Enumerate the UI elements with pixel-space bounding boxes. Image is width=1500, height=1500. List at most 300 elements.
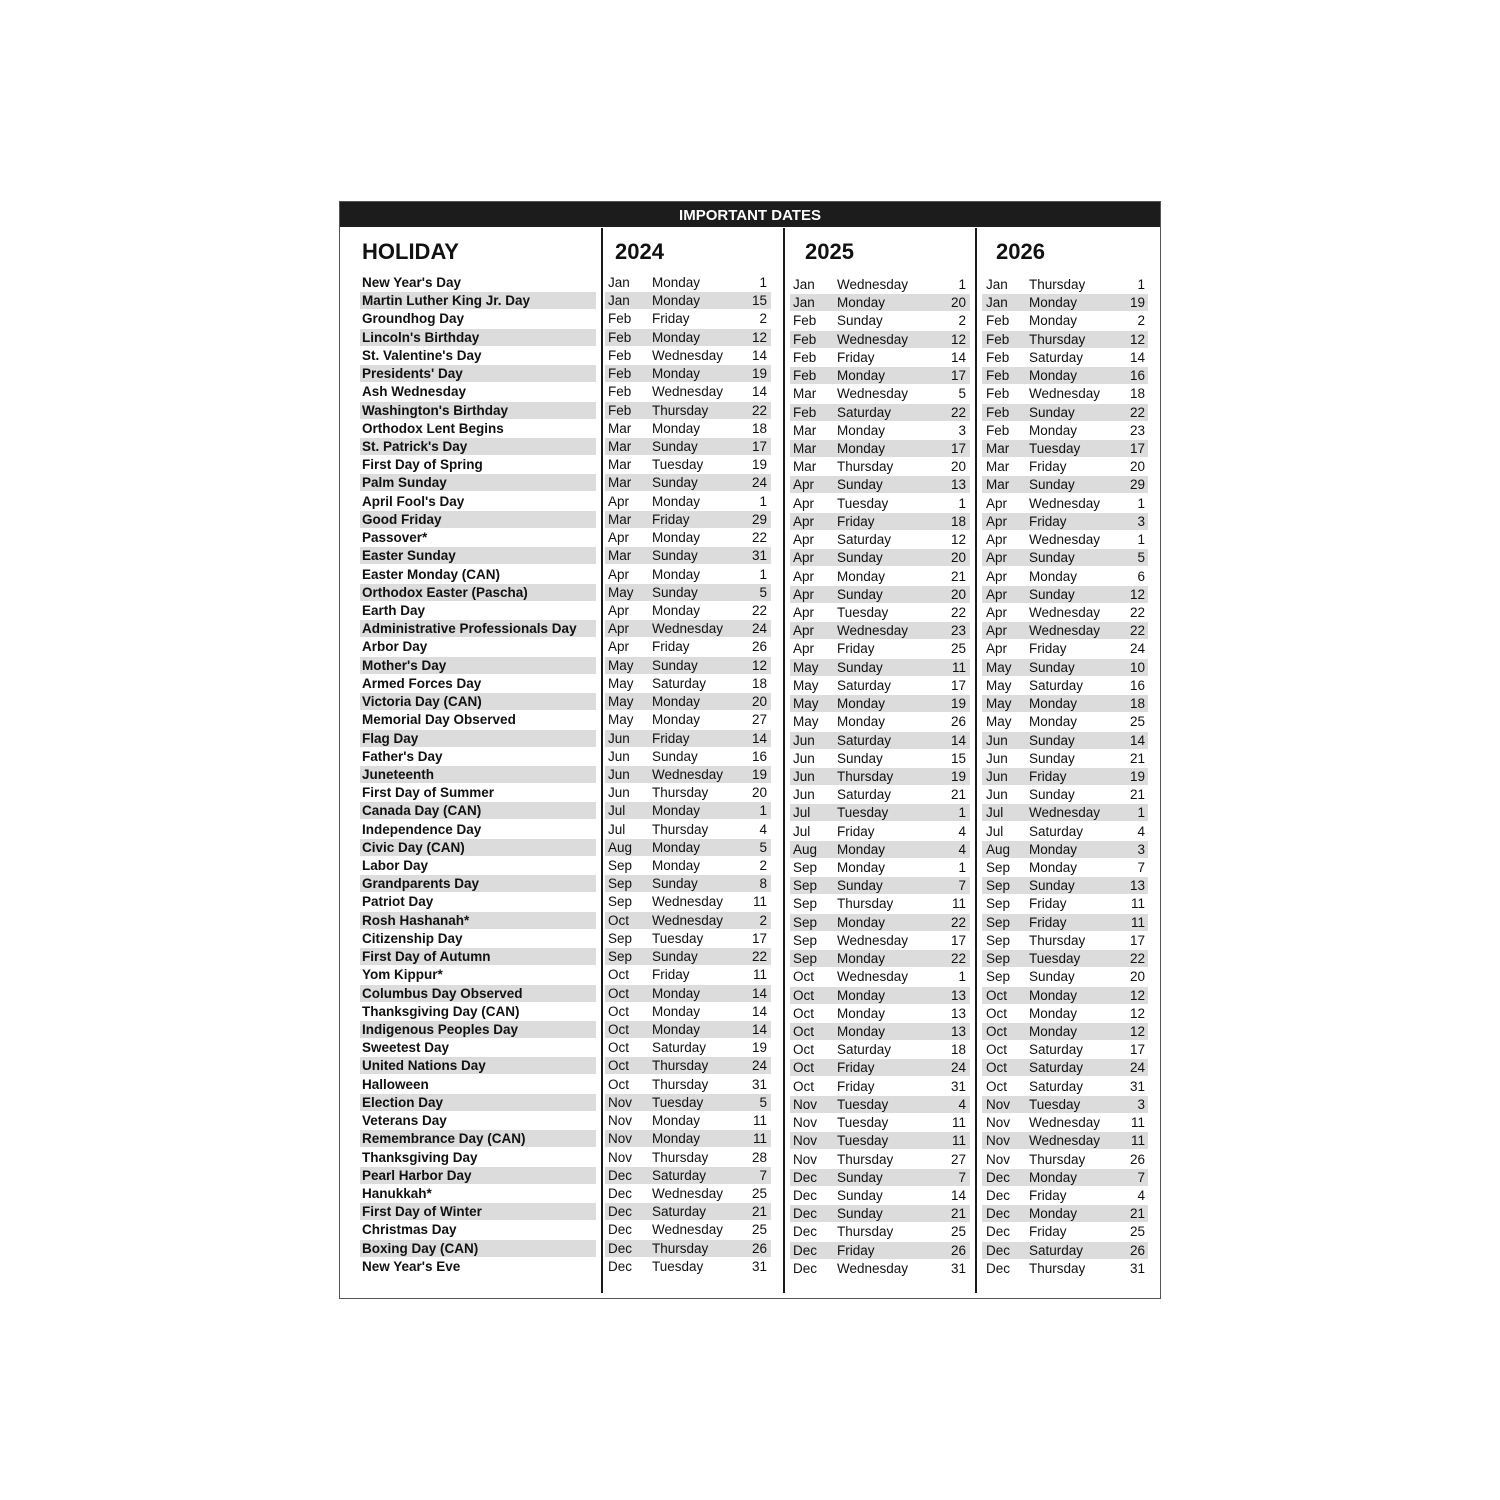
date-row [790,549,970,566]
day-number-cell: 11 [1130,1133,1145,1149]
month-cell: Jun [986,787,1008,803]
day-number-cell: 2 [1137,313,1145,329]
month-cell: Jul [986,805,1004,821]
weekday-cell: Saturday [837,787,892,803]
holiday-row [360,948,596,965]
month-cell: Feb [793,368,817,384]
month-cell: Oct [793,1078,815,1094]
date-row [605,657,771,674]
day-number-cell: 25 [950,641,966,657]
month-cell: Apr [793,513,815,529]
month-cell: May [986,696,1012,712]
day-number-cell: 22 [751,602,767,618]
date-row [982,895,1148,912]
month-cell: May [608,657,634,673]
month-cell: May [608,675,634,691]
weekday-cell: Monday [652,985,701,1001]
month-cell: Sep [986,914,1011,930]
weekday-cell: Sunday [652,876,698,892]
holiday-row [360,1167,596,1184]
month-cell: Sep [793,878,818,894]
day-number-cell: 13 [950,987,966,1003]
day-number-cell: 7 [958,1169,966,1185]
weekday-cell: Sunday [837,1188,883,1203]
weekday-cell: Monday [837,841,886,857]
weekday-cell: Wednesday [1029,1133,1101,1149]
holiday-row [360,329,596,346]
day-number-cell: 7 [759,1167,767,1183]
month-cell: Apr [986,586,1008,602]
date-row [605,1057,771,1074]
holiday-row [360,1021,596,1038]
weekday-cell: Friday [1029,896,1067,912]
weekday-cell: Tuesday [837,1133,889,1149]
day-number-cell: 24 [751,475,767,491]
date-row [790,695,970,712]
date-row [982,495,1148,512]
weekday-cell: Sunday [1029,750,1075,766]
month-cell: Oct [986,1078,1008,1094]
month-cell: Jun [608,785,630,801]
day-number-cell: 2 [958,313,966,329]
holiday-row [360,912,596,929]
weekday-cell: Sunday [1029,477,1075,493]
date-row [982,422,1148,439]
weekday-cell: Monday [652,839,701,855]
day-number-cell: 26 [950,1242,966,1258]
month-cell: Nov [793,1133,818,1149]
date-row [790,1132,970,1149]
month-cell: Jun [608,766,630,782]
weekday-cell: Friday [837,1060,875,1076]
month-cell: Sep [608,930,633,946]
weekday-cell: Monday [837,914,886,930]
date-row [790,732,970,749]
holiday-row [360,1094,596,1111]
date-row [605,1021,771,1038]
month-cell: Nov [793,1096,818,1112]
day-number-cell: 27 [950,1151,966,1167]
weekday-cell: Wednesday [837,1260,909,1276]
day-number-cell: 1 [958,495,966,511]
day-number-cell: 14 [950,732,966,748]
date-row [790,750,970,767]
date-row [790,859,970,876]
holiday-name: Ash Wednesday [362,384,467,400]
date-row [982,1187,1148,1204]
date-row [790,422,970,439]
weekday-cell: Saturday [1029,823,1084,839]
holiday-name: Armed Forces Day [362,675,482,691]
holiday-name: Hanukkah* [362,1186,432,1201]
month-cell: Sep [986,896,1011,912]
date-row [790,841,970,858]
month-cell: Oct [608,967,630,983]
day-number-cell: 12 [751,657,767,673]
weekday-cell: Sunday [837,586,883,602]
day-number-cell: 21 [950,787,966,803]
day-number-cell: 19 [1129,295,1145,311]
important-dates-sheet [339,201,1161,1299]
holiday-name: Easter Monday (CAN) [362,566,501,582]
holiday-row [360,839,596,856]
month-cell: Apr [986,604,1008,620]
day-number-cell: 14 [1129,732,1145,748]
month-cell: Apr [793,623,815,639]
month-cell: Feb [986,422,1010,438]
month-cell: Jun [793,787,815,803]
holiday-row [360,730,596,747]
holiday-name: Thanksgiving Day [362,1149,478,1165]
holiday-name: Administrative Professionals Day [362,621,577,637]
date-row [790,713,970,730]
month-cell: Feb [986,404,1010,420]
day-number-cell: 11 [1130,896,1145,912]
holiday-name: April Fool's Day [362,493,465,509]
day-number-cell: 5 [759,584,767,600]
day-number-cell: 7 [1137,1169,1145,1185]
weekday-cell: Tuesday [652,457,704,473]
date-row [982,604,1148,621]
month-cell: Feb [608,402,632,418]
weekday-cell: Tuesday [837,1096,889,1112]
month-cell: Feb [608,366,632,382]
holiday-row [360,383,596,400]
month-cell: May [793,677,819,693]
day-number-cell: 20 [751,694,767,710]
day-number-cell: 16 [1129,368,1145,384]
weekday-cell: Saturday [652,675,707,691]
day-number-cell: 17 [950,440,966,456]
day-number-cell: 11 [1130,914,1145,930]
day-number-cell: 5 [759,1094,767,1110]
month-cell: Jan [608,293,630,309]
month-cell: Dec [608,1240,633,1256]
holiday-row [360,1185,596,1202]
day-number-cell: 17 [950,368,966,384]
day-number-cell: 29 [1129,477,1145,493]
holiday-row [360,1039,596,1056]
holiday-name: Rosh Hashanah* [362,912,470,928]
date-row [605,893,771,910]
weekday-cell: Monday [652,366,701,382]
weekday-cell: Sunday [652,548,698,564]
holiday-row [360,347,596,364]
day-number-cell: 11 [951,1133,966,1149]
day-number-cell: 14 [950,349,966,365]
day-number-cell: 12 [950,532,966,548]
day-number-cell: 18 [751,420,767,436]
weekday-cell: Friday [652,311,690,327]
day-number-cell: 20 [751,785,767,801]
weekday-cell: Wednesday [1029,1115,1101,1131]
weekday-cell: Wednesday [1029,532,1101,548]
weekday-cell: Saturday [1029,1060,1084,1076]
month-cell: Mar [793,386,817,402]
date-row [790,458,970,475]
month-cell: Apr [793,586,815,602]
day-number-cell: 11 [752,967,767,983]
date-row [982,1078,1148,1095]
month-cell: Dec [608,1167,633,1183]
holiday-row [360,547,596,564]
holiday-row [360,493,596,510]
month-cell: Feb [986,349,1010,365]
day-number-cell: 19 [950,696,966,712]
holiday-row [360,875,596,892]
month-cell: Dec [608,1204,633,1220]
holiday-name: Orthodox Lent Begins [362,420,504,436]
weekday-cell: Saturday [1029,677,1084,693]
month-cell: Nov [986,1133,1011,1149]
day-number-cell: 31 [950,1260,966,1276]
date-row [790,568,970,585]
month-cell: Oct [986,1060,1008,1076]
date-row [982,859,1148,876]
day-number-cell: 5 [958,386,966,402]
day-number-cell: 1 [958,860,966,876]
holiday-row [360,930,596,947]
holiday-name: Flag Day [362,730,419,746]
weekday-cell: Monday [1029,313,1078,329]
date-row [790,1078,970,1095]
month-cell: Apr [793,532,815,548]
weekday-cell: Wednesday [1029,604,1101,620]
month-cell: Dec [986,1188,1011,1203]
month-cell: Oct [793,1042,815,1058]
weekday-cell: Monday [837,1024,886,1040]
month-cell: Mar [986,440,1010,456]
date-row [605,875,771,892]
day-number-cell: 19 [1129,768,1145,784]
sheet-title: IMPORTANT DATES [340,202,1160,227]
month-cell: May [986,659,1012,675]
holiday-name: Yom Kippur* [362,967,443,983]
month-cell: Apr [986,495,1008,511]
date-row [790,1041,970,1058]
holiday-name: New Year's Eve [362,1258,461,1274]
weekday-cell: Wednesday [652,766,724,782]
weekday-cell: Monday [837,951,886,967]
date-row [605,566,771,583]
day-number-cell: 24 [950,1060,966,1076]
month-cell: Feb [608,311,632,327]
weekday-cell: Friday [1029,914,1067,930]
date-row [982,476,1148,493]
month-cell: Jul [793,805,811,821]
weekday-cell: Monday [837,714,886,730]
month-cell: Oct [608,1022,630,1038]
holiday-row [360,438,596,455]
day-number-cell: 14 [751,1003,767,1019]
day-number-cell: 21 [1129,787,1145,803]
date-row [790,1205,970,1222]
day-number-cell: 13 [1129,878,1145,894]
month-cell: Mar [608,438,632,454]
date-row [982,677,1148,694]
date-row [605,821,771,838]
date-row [605,675,771,692]
month-cell: Oct [608,1058,630,1074]
month-cell: Feb [986,368,1010,384]
weekday-cell: Monday [652,694,701,710]
month-cell: Mar [793,440,817,456]
holiday-name: Civic Day (CAN) [362,839,465,855]
date-row [605,857,771,874]
date-row [605,839,771,856]
date-row [605,1258,771,1275]
month-cell: Feb [986,331,1010,347]
day-number-cell: 24 [1129,641,1145,657]
day-number-cell: 1 [759,275,767,290]
weekday-cell: Saturday [1029,1078,1084,1094]
day-number-cell: 12 [1129,1005,1145,1021]
date-row [982,294,1148,311]
date-row [982,877,1148,894]
date-row [790,1096,970,1113]
date-row [605,748,771,765]
holiday-name: Father's Day [362,748,443,764]
day-number-cell: 20 [950,459,966,475]
month-cell: Dec [608,1222,633,1238]
holiday-name: Labor Day [362,858,429,874]
month-cell: Apr [608,493,630,509]
weekday-cell: Monday [837,987,886,1003]
date-row [605,420,771,437]
month-cell: Dec [793,1188,818,1203]
weekday-cell: Monday [652,329,701,345]
day-number-cell: 11 [1130,1115,1145,1131]
date-row [790,640,970,657]
holiday-row [360,657,596,674]
month-cell: Aug [986,841,1011,857]
month-cell: May [608,584,634,600]
day-number-cell: 16 [1129,677,1145,693]
date-row [605,602,771,619]
date-row [982,568,1148,585]
weekday-cell: Tuesday [837,1115,889,1131]
holiday-name: Halloween [362,1076,429,1092]
month-cell: Feb [608,384,632,400]
date-row [790,367,970,384]
weekday-cell: Friday [1029,1188,1067,1203]
weekday-cell: Monday [1029,696,1078,712]
weekday-cell: Friday [1029,513,1067,529]
day-number-cell: 22 [751,530,767,546]
holiday-row [360,1076,596,1093]
day-number-cell: 21 [950,568,966,584]
day-number-cell: 31 [950,1078,966,1094]
month-cell: Apr [608,639,630,655]
day-number-cell: 29 [751,511,767,527]
date-row [790,531,970,548]
month-cell: Jun [986,768,1008,784]
day-number-cell: 1 [759,803,767,819]
date-row [790,950,970,967]
date-row [605,930,771,947]
month-cell: Dec [793,1206,818,1222]
day-number-cell: 4 [958,1096,966,1112]
day-number-cell: 21 [1129,750,1145,766]
date-row [605,274,771,291]
month-cell: Sep [793,914,818,930]
weekday-cell: Saturday [837,404,892,420]
month-cell: Sep [608,858,633,874]
month-cell: Apr [986,550,1008,566]
weekday-cell: Saturday [652,1204,707,1220]
date-row [605,1149,771,1166]
month-cell: Feb [793,404,817,420]
weekday-cell: Tuesday [837,805,889,821]
weekday-cell: Sunday [652,438,698,454]
holiday-row [360,456,596,473]
weekday-cell: Wednesday [837,932,909,948]
date-row [982,1169,1148,1186]
day-number-cell: 22 [950,914,966,930]
date-row [605,529,771,546]
date-row [790,823,970,840]
day-number-cell: 26 [950,714,966,730]
holiday-name: New Year's Day [362,275,462,290]
month-cell: Sep [986,878,1011,894]
weekday-cell: Thursday [837,459,894,475]
date-row [605,1130,771,1147]
month-cell: Feb [608,347,632,363]
day-number-cell: 12 [1129,987,1145,1003]
date-row [790,1242,970,1259]
weekday-cell: Monday [652,293,701,309]
date-row [790,987,970,1004]
month-cell: Sep [608,894,633,910]
weekday-cell: Wednesday [652,621,724,637]
date-row [605,766,771,783]
weekday-cell: Wednesday [652,1222,724,1238]
month-cell: Oct [608,1040,630,1056]
day-number-cell: 11 [951,896,966,912]
date-row [982,1151,1148,1168]
day-number-cell: 4 [759,821,767,837]
weekday-cell: Tuesday [652,930,704,946]
day-number-cell: 25 [751,1186,767,1201]
weekday-cell: Tuesday [837,495,889,511]
day-number-cell: 25 [751,1222,767,1238]
day-number-cell: 22 [1129,951,1145,967]
holiday-name: Arbor Day [362,639,428,655]
month-cell: Jun [608,730,630,746]
date-row [982,732,1148,749]
month-cell: Apr [793,641,815,657]
date-row [605,474,771,491]
day-number-cell: 1 [1137,277,1145,292]
date-row [605,1003,771,1020]
holiday-name: Remembrance Day (CAN) [362,1131,526,1147]
month-cell: Mar [986,477,1010,493]
month-cell: Dec [986,1224,1011,1240]
day-number-cell: 19 [751,766,767,782]
month-cell: Jan [986,277,1008,292]
weekday-cell: Sunday [1029,732,1075,748]
holiday-row [360,784,596,801]
holiday-row [360,402,596,419]
day-number-cell: 22 [950,604,966,620]
weekday-cell: Sunday [1029,878,1075,894]
month-cell: Sep [986,969,1011,985]
month-cell: Jan [986,295,1008,311]
day-number-cell: 18 [950,1042,966,1058]
month-cell: Apr [608,621,630,637]
month-cell: Nov [608,1131,633,1147]
day-number-cell: 1 [958,969,966,985]
